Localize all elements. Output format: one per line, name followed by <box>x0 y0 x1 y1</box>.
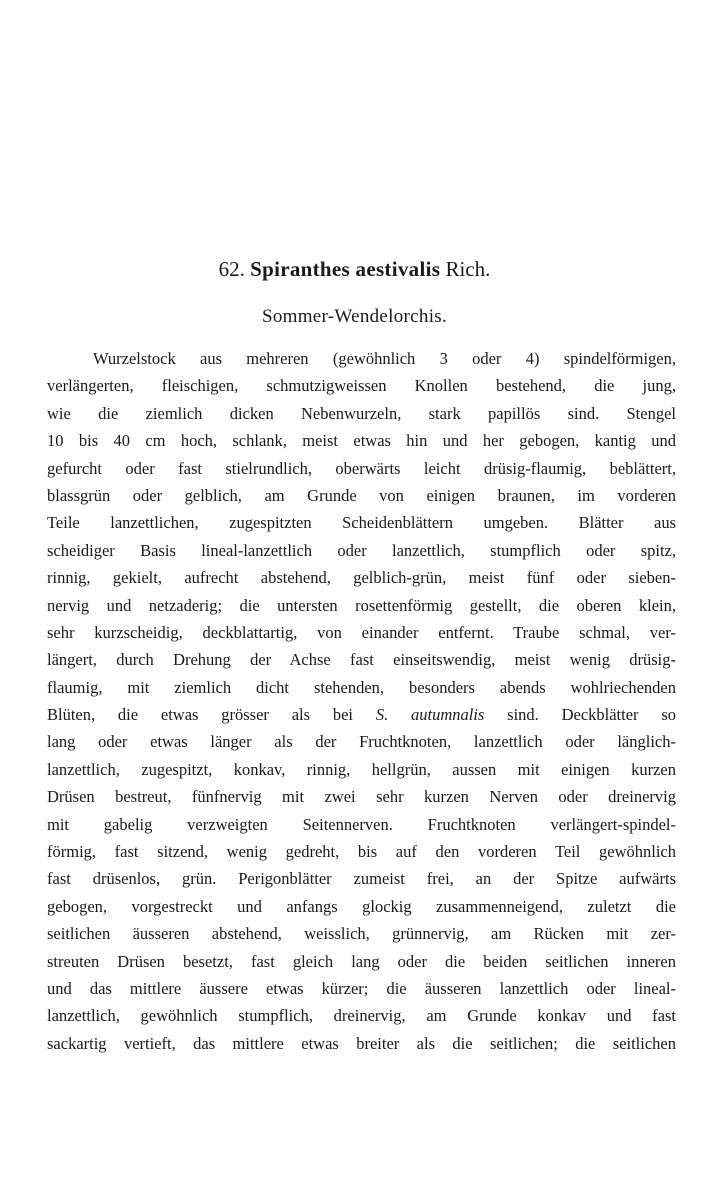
species-heading <box>0 254 709 284</box>
text-line: Wurzelstock aus mehreren (gewöhnlich 3 oder 4) spindelförmigen, <box>93 349 676 368</box>
text-line: fast drüsenlos, grün. Perigonblätter zumeist frei, an der Spitze aufwärts <box>47 869 676 889</box>
text-line: förmig, fast sitzend, wenig gedreht, bis auf den vorderen Teil gewöhnlich <box>47 842 676 862</box>
common-name: Sommer-Wendelorchis. <box>261 306 448 327</box>
text-line: Drüsen bestreut, fünfnervig mit zwei sehr kurzen Nerven oder dreinervig <box>47 787 676 807</box>
text-line <box>47 701 676 728</box>
text-line: wie die ziemlich dicken Nebenwurzeln, stark papillös sind. Stengel <box>47 403 676 423</box>
text-line: blassgrün oder gelblich, am Grunde von einigen braunen, im vorderen <box>47 485 676 505</box>
text-line: verlängerten, fleischigen, schmutzigweissen Knollen bestehend, die jung, <box>47 376 676 396</box>
text-line: und das mittlere äussere etwas kürzer; die äusseren lanzettlich oder lineal- <box>47 978 676 998</box>
text-line: lanzettlich, zugespitzt, konkav, rinnig, hellgrün, aussen mit einigen kurzen <box>47 759 676 779</box>
text-line: längert, durch Drehung der Achse fast einseitswendig, meist wenig drüsig- <box>47 650 676 670</box>
text-segment: sind. Deckblätter so <box>484 705 676 725</box>
text-line: streuten Drüsen besetzt, fast gleich lang oder die beiden seitlichen inneren <box>47 951 676 971</box>
text-line: sackartig vertieft, das mittlere etwas breiter als die seitlichen; die seitlichen <box>47 1033 676 1053</box>
species-name: Spiranthes aestivalis <box>250 257 441 281</box>
text-line: Teile lanzettlichen, zugespitzten Scheidenblättern umgeben. Blätter aus <box>47 513 676 533</box>
italic-species-name: S. autumnalis <box>375 705 485 725</box>
text-segment: Blüten, die etwas grösser als bei <box>47 705 376 725</box>
species-number: 62. <box>218 257 245 281</box>
text-line: seitlichen äusseren abstehend, weisslich, grünnervig, am Rücken mit zer- <box>47 924 676 944</box>
text-line: gefurcht oder fast stielrundlich, oberwärts leicht drüsig-flaumig, beblättert, <box>47 458 676 478</box>
text-line: scheidiger Basis lineal-lanzettlich oder lanzettlich, stumpflich oder spitz, <box>47 540 676 560</box>
text-line: lang oder etwas länger als der Fruchtknoten, lanzettlich oder länglich- <box>47 732 676 752</box>
species-author: Rich. <box>445 257 491 281</box>
text-line: sehr kurzscheidig, deckblattartig, von einander entfernt. Traube schmal, ver- <box>47 622 676 642</box>
text-line: nervig und netzaderig; die untersten rosettenförmig gestellt, die oberen klein, <box>47 595 676 615</box>
text-line: lanzettlich, gewöhnlich stumpflich, dreinervig, am Grunde konkav und fast <box>47 1006 676 1026</box>
text-line: mit gabelig verzweigten Seitennerven. Fruchtknoten verlängert-spindel- <box>47 814 676 834</box>
text-line: 10 bis 40 cm hoch, schlank, meist etwas hin und her gebogen, kantig und <box>47 431 676 451</box>
description-paragraph <box>47 345 676 1057</box>
text-line: rinnig, gekielt, aufrecht abstehend, gelblich-grün, meist fünf oder sieben- <box>47 568 676 588</box>
text-line: gebogen, vorgestreckt und anfangs glockig zusammenneigend, zuletzt die <box>47 896 676 916</box>
text-line: flaumig, mit ziemlich dicht stehenden, besonders abends wohlriechenden <box>47 677 676 697</box>
